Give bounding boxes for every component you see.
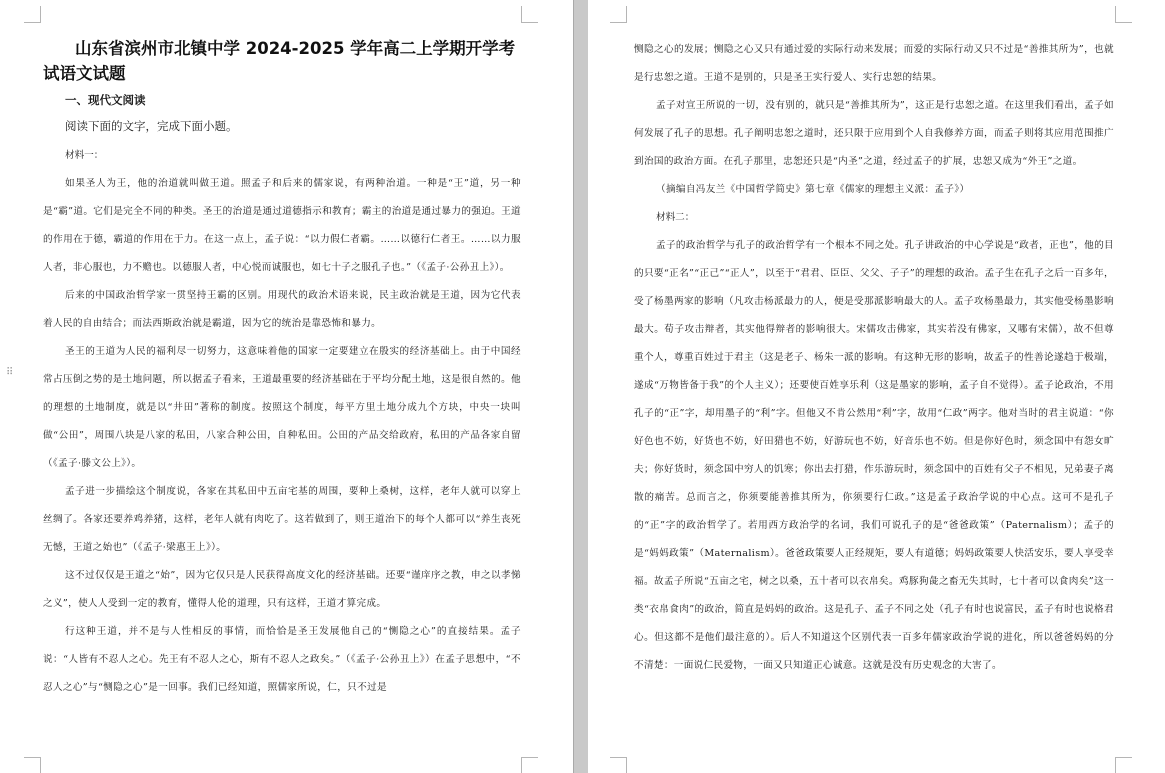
material-label: 材料一：	[65, 150, 104, 161]
body-paragraph: 恻隐之心的发展；恻隐之心又只有通过爱的实际行动来发展；而爱的实际行动又只不过是“善推其所为”，也就是行忠恕之道。王道不是别的，只是圣王实行爱人、实行忠恕的结果。	[634, 44, 1114, 83]
body-paragraph: 孟子的政治哲学与孔子的政治哲学有一个根本不同之处。孔子讲政治的中心学说是“政者，正也”，他的目的只要“正名”“正己”“正人”，以至于“君君、臣臣、父父、子子”的理想的政治。孟子生在孔子之后一百多年，受了杨墨两家的影响（凡攻击杨派最力的人，便是受那派影响最大的人。孟子攻杨墨最力，其实他受杨墨影响最大。荀子攻击辩者，其实他得辩者的影响很大。宋儒攻击佛家，其实若没有佛家，又哪有宋儒），故不但尊重个人，尊重百姓过于君主（这是老子、杨朱一派的影响。有这种无形的影响，故孟子的性善论遂趋于极端，遂成“万物皆备于我”的个人主义）；还要使百姓享乐利（这是墨家的影响，孟子自不觉得）。孟子论政治，不用孔子的“正”字，却用墨子的“利”字。但他又不肯公然用“利”字，故用“仁政”两字。他对当时的君主说道：“你好色也不妨，好货也不妨，好田猎也不妨，好游玩也不妨，好音乐也不妨。但是你好色时，须念国中有怨女旷夫；你好货时，须念国中穷人的饥寒；你出去打猎，作乐游玩时，须念国中的百姓有父子不相见，兄弟妻子离散的痛苦。总而言之，你须要能善推其所为，你须要行仁政。”这是孟子政治学说的中心点。这可不是孔子的“正”字的政治哲学了。若用西方政治学的名词，我们可说孔子的是“爸爸政策”（Paternalism）；孟子的是“妈妈政策”（Maternalism）。爸爸政策要人正经规矩，要人有道德；妈妈政策要人快活安乐，要人享受幸福。故孟子所说“五亩之宅，树之以桑，五十者可以衣帛矣。鸡豚狗彘之畜无失其时，七十者可以食肉矣”这一类“衣帛食肉”的政治，简直是妈妈的政治。这是孔子、孟子不同之处（孔子有时也说富民，孟子有时也说格君心。但这都不是他们最注意的）。后人不知道这个区别代表一百多年儒家政治学说的进化，所以爸爸妈妈的分不清楚：一面说仁民爱物，一面又只知道正心诚意。这就是没有历史观念的大害了。	[634, 240, 1114, 671]
page-corner-mark	[24, 6, 41, 23]
source-citation: （摘编自冯友兰《中国哲学简史》第七章《儒家的理想主义派：孟子》）	[656, 184, 970, 195]
page-corner-mark	[521, 6, 538, 23]
reading-instruction: 阅读下面的文字，完成下面小题。	[65, 119, 238, 133]
document-title: 山东省滨州市北镇中学 2024-2025 学年高二上学期开学考试语文试题	[43, 39, 516, 83]
body-paragraph: 如果圣人为王，他的治道就叫做王道。照孟子和后来的儒家说，有两种治道。一种是“王”道，另一种是“霸”道。它们是完全不同的种类。圣王的治道是通过道德指示和教育；霸主的治道是通过暴力的强迫。王道的作用在于德，霸道的作用在于力。在这一点上，孟子说：“以力假仁者霸。……以德行仁者王。……以力服人者，非心服也，力不赡也。以德服人者，中心悦而诚服也，如七十子之服孔子也。”（《孟子·公孙丑上》）。	[43, 178, 521, 273]
document-page-right	[588, 0, 1165, 773]
page-gutter	[573, 0, 588, 773]
body-paragraph: 圣王的王道为人民的福利尽一切努力，这意味着他的国家一定要建立在殷实的经济基础上。由于中国经常占压倒之势的是土地问题，所以据孟子看来，王道最重要的经济基础在于平均分配土地，这是很自然的。他的理想的土地制度，就是以“井田”著称的制度。按照这个制度，每平方里土地分成九个方块，中央一块叫做“公田”，周围八块是八家的私田，八家合种公田，自种私田。公田的产品交给政府，私田的产品各家自留（《孟子·滕文公上》）。	[43, 346, 521, 469]
drag-handle-icon[interactable]: ⠿	[6, 367, 15, 378]
body-paragraph: 这不过仅仅是王道之“始”，因为它仅只是人民获得高度文化的经济基础。还要“谨庠序之教，申之以孝悌之义”，使人人受到一定的教育，懂得人伦的道理，只有这样，王道才算完成。	[43, 570, 521, 609]
section-heading: 一、现代文阅读	[65, 93, 146, 107]
page-corner-mark	[24, 757, 41, 773]
body-paragraph: 孟子进一步描绘这个制度说，各家在其私田中五亩宅基的周围，要种上桑树，这样，老年人就可以穿上丝绸了。各家还要养鸡养猪，这样，老年人就有肉吃了。这若做到了，则王道治下的每个人都可以“养生丧死无憾，王道之始也”（《孟子·梁惠王上》）。	[43, 486, 521, 553]
body-paragraph: 后来的中国政治哲学家一贯坚持王霸的区别。用现代的政治术语来说，民主政治就是王道，因为它代表着人民的自由结合；而法西斯政治就是霸道，因为它的统治是靠恐怖和暴力。	[43, 290, 521, 329]
page-corner-mark	[610, 6, 627, 23]
right-page-content	[634, 36, 1114, 680]
document-page-left	[0, 0, 573, 773]
body-paragraph: 孟子对宣王所说的一切，没有别的，就只是“善推其所为”，这正是行忠恕之道。在这里我们看出，孟子如何发展了孔子的思想。孔子阐明忠恕之道时，还只限于应用到个人自我修养方面，而孟子则将其应用范围推广到治国的政治方面。在孔子那里，忠恕还只是“内圣”之道，经过孟子的扩展，忠恕又成为“外王”之道。	[634, 100, 1114, 167]
body-paragraph: 行这种王道，并不是与人性相反的事情，而恰恰是圣王发展他自己的“恻隐之心”的直接结果。孟子说：“人皆有不忍人之心。先王有不忍人之心，斯有不忍人之政矣。”（《孟子·公孙丑上》）在孟子思想中，“不忍人之心”与“恻隐之心”是一回事。我们已经知道，照儒家所说，仁，只不过是	[43, 626, 521, 693]
page-corner-mark	[1115, 6, 1132, 23]
left-page-content	[43, 36, 521, 702]
material-label: 材料二：	[656, 212, 695, 223]
page-corner-mark	[521, 757, 538, 773]
gutter-divider	[573, 0, 574, 773]
page-corner-mark	[610, 757, 627, 773]
page-corner-mark	[1115, 757, 1132, 773]
